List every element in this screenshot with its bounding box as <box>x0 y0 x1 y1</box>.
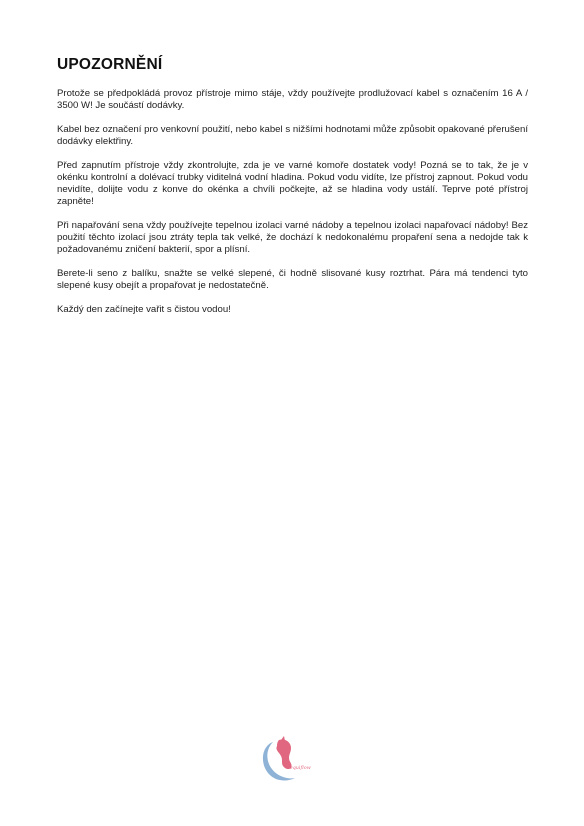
paragraph-insulation: Při napařování sena vždy používejte tepelnou izolaci varné nádoby a tepelnou izolaci napařovací nádoby! Bez použití těchto izolací jsou ztráty tepla tak velké, že dochází k nedokonalému propaření sena a nedojde tak k požadovanému zničení bakterií, spor a plísní. <box>57 220 528 255</box>
paragraph-hay-bale: Berete-li seno z balíku, snažte se velké slepené, či hodně slisované kusy roztrhat. Pára má tendenci tyto slepené kusy obejít a propařovat je nedostatečně. <box>57 268 528 291</box>
horse-head-logo-icon <box>255 736 327 784</box>
paragraph-extension-cable: Protože se předpokládá provoz přístroje mimo stáje, vždy používejte prodlužovací kabel s označením 16 A / 3500 W! Je součástí dodávky. <box>57 88 528 111</box>
paragraph-water-check: Před zapnutím přístroje vždy zkontrolujte, zda je ve varné komoře dostatek vody! Pozná se to tak, že je v okénku kontrolní a dolévací trubky viditelná vodní hladina. Pokud vodu vidíte, lze přístroj zapnout. Pokud vodu nevidíte, dolijte vodu z konve do okénka a chvíli počkejte, až se hladina vody ustálí. Teprve poté přístroj zapněte! <box>57 160 528 207</box>
paragraph-clean-water: Každý den začínejte vařit s čistou vodou! <box>57 304 231 315</box>
paragraph-unmarked-cable: Kabel bez označení pro venkovní použití, nebo kabel s nižšími hodnotami může způsobit opakované přerušení dodávky elektřiny. <box>57 124 528 147</box>
logo-wordmark: equiflow <box>290 766 311 771</box>
document-title: UPOZORNĚNÍ <box>57 56 163 73</box>
document-content <box>57 56 528 328</box>
